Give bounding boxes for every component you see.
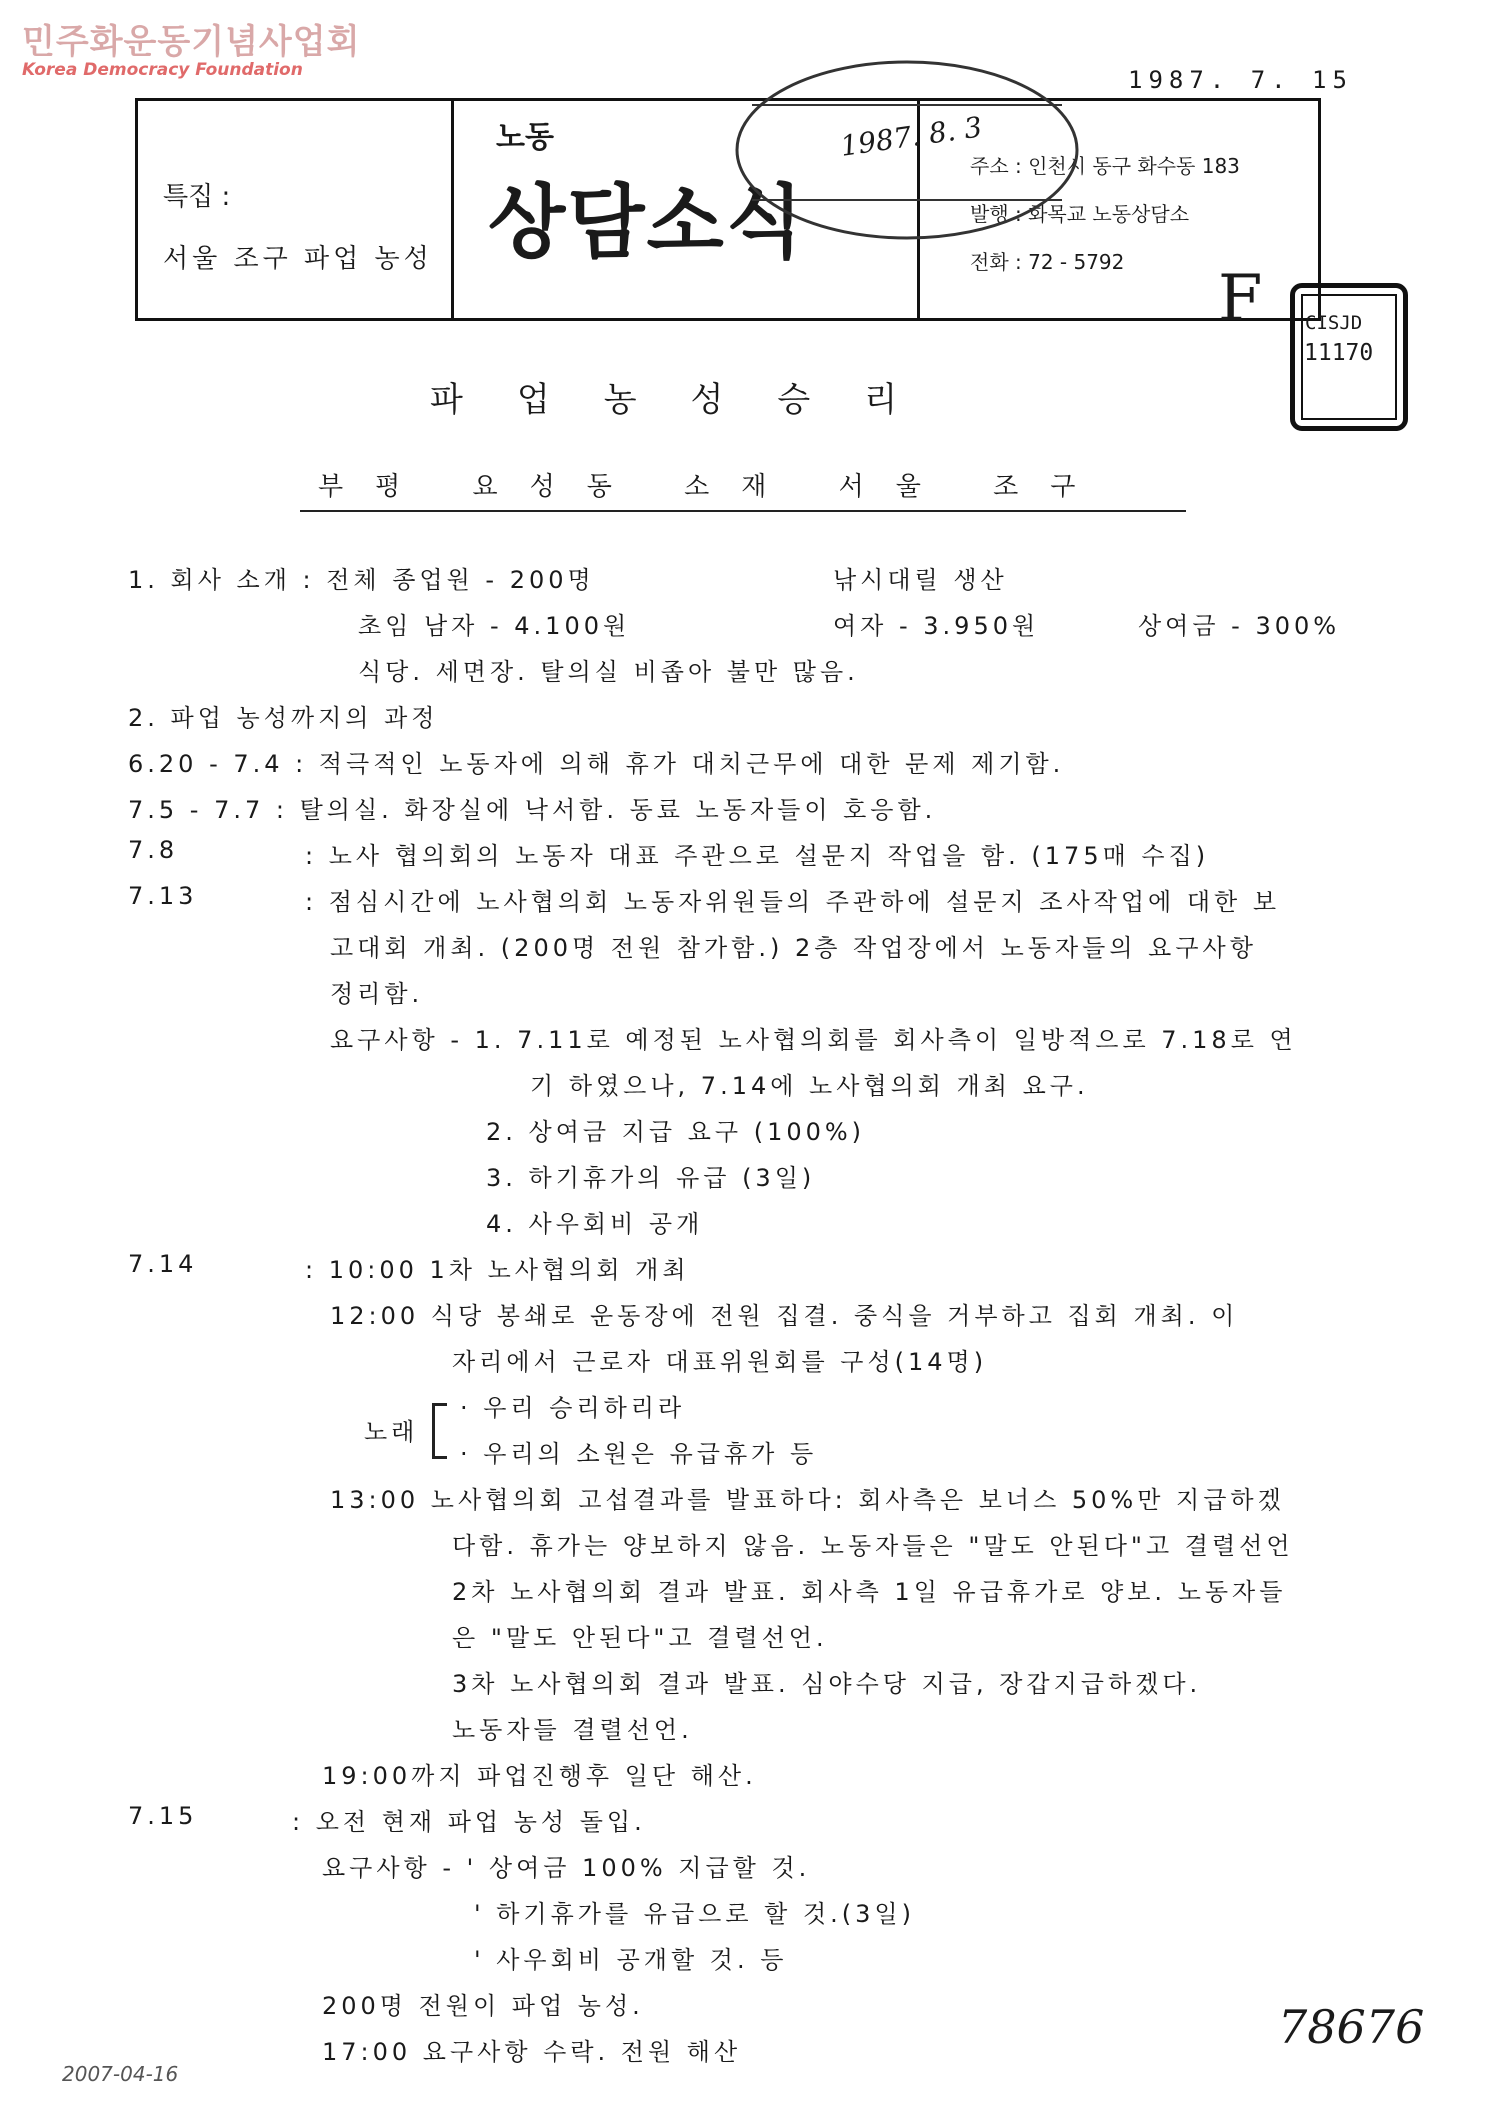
publication-name: 상담소식 [488, 175, 806, 269]
body-line: ' 사우회비 공개할 것. 등 [474, 1946, 788, 1974]
body-line: ' 하기휴가를 유급으로 할 것.(3일) [474, 1900, 915, 1928]
body-line: 다함. 휴가는 양보하지 않음. 노동자들은 "말도 안된다"고 결렬선언 [452, 1532, 1294, 1560]
body-line: 7.14 [128, 1250, 198, 1278]
body-line: 200명 전원이 파업 농성. [322, 1992, 644, 2020]
publisher-name: 발행 : 화목교 노동상담소 [970, 202, 1190, 226]
body-line: 기 하였으나, 7.14에 노사협의회 개최 요구. [530, 1072, 1089, 1100]
body-line: 7.13 [128, 882, 198, 910]
body-line: 1. 회사 소개 : 전체 종업원 - 200명 [128, 566, 595, 594]
body-line: 노동자들 결렬선언. [452, 1716, 693, 1744]
publisher-phone: 전화 : 72 - 5792 [970, 250, 1125, 274]
subtitle-underline [300, 510, 1186, 512]
handwritten-note: 2007-04-16 [62, 2062, 179, 2086]
handwritten-mark: F [1218, 262, 1263, 336]
stamp-handwritten-date: 1987. 8. 3 [838, 110, 985, 163]
article-subtitle: 부평 요성동 소재 서울 조구 [318, 472, 1108, 502]
body-line: 2. 파업 농성까지의 과정 [128, 704, 439, 732]
body-line: 정리함. [330, 980, 424, 1008]
body-line: 6.20 - 7.4 : 적극적인 노동자에 의해 휴가 대치근무에 대한 문제 제기함. [128, 750, 1065, 778]
song-bracket [432, 1403, 447, 1459]
body-line: 요구사항 - ' 상여금 100% 지급할 것. [322, 1854, 811, 1882]
body-line: · 우리의 소원은 유급휴가 등 [460, 1440, 818, 1468]
archive-number: 11170 [1304, 340, 1374, 366]
body-line: 낚시대릴 생산 [833, 566, 1008, 594]
body-line: 초임 남자 - 4.100원 [358, 612, 631, 640]
body-line: : 오전 현재 파업 농성 돌입. [292, 1808, 646, 1836]
masthead-divider [451, 98, 454, 321]
body-line: 7.8 [128, 836, 179, 864]
body-line: 요구사항 - 1. 7.11로 예정된 노사협의회를 회사측이 일방적으로 7.18로 연 [330, 1026, 1297, 1054]
body-line: 12:00 식당 봉쇄로 운동장에 전원 집결. 중식을 거부하고 집회 개최. 이 [330, 1302, 1239, 1330]
body-line: 2. 상여금 지급 요구 (100%) [486, 1118, 866, 1146]
document-number: 78676 [1278, 2000, 1425, 2054]
body-line: : 점심시간에 노사협의회 노동자위원들의 주관하에 설문지 조사작업에 대한 보 [305, 888, 1281, 916]
body-line: 4. 사우회비 공개 [486, 1210, 704, 1238]
publisher-address: 주소 : 인천시 동구 화수동 183 [970, 154, 1240, 178]
article-title: 파업농성승리 [430, 380, 952, 420]
body-line: 7.5 - 7.7 : 탈의실. 화장실에 낙서함. 동료 노동자들이 호응함. [128, 796, 937, 824]
watermark-english: Korea Democracy Foundation [22, 60, 303, 80]
publication-category: 노동 [496, 120, 554, 155]
receipt-stamp [722, 50, 1082, 260]
body-line: 여자 - 3.950원 [833, 612, 1040, 640]
body-line: 3차 노사협의회 결과 발표. 심야수당 지급, 장갑지급하겠다. [452, 1670, 1202, 1698]
document-date: 1987. 7. 15 [1128, 66, 1353, 94]
body-line: 자리에서 근로자 대표위원회를 구성(14명) [452, 1348, 988, 1376]
body-line: : 노사 협의회의 노동자 대표 주관으로 설문지 작업을 함. (175매 수집) [305, 842, 1210, 870]
special-issue-label: 특집 : [163, 182, 231, 212]
body-line: · 우리 승리하리라 [460, 1394, 686, 1422]
body-line: 식당. 세면장. 탈의실 비좁아 불만 많음. [358, 658, 859, 686]
body-line: 상여금 - 300% [1138, 612, 1341, 640]
body-line: 3. 하기휴가의 유급 (3일) [486, 1164, 816, 1192]
body-line: 2차 노사협의회 결과 발표. 회사측 1일 유급휴가로 양보. 노동자들 [452, 1578, 1287, 1606]
body-line: 7.15 [128, 1802, 198, 1830]
body-line: 노래 [364, 1418, 419, 1446]
archive-code: CISJD [1305, 312, 1363, 334]
body-line: : 10:00 1차 노사협의회 개최 [305, 1256, 690, 1284]
body-line: 은 "말도 안된다"고 결렬선언. [452, 1624, 828, 1652]
special-issue-title: 서울 조구 파업 농성 [163, 244, 433, 274]
body-line: 19:00까지 파업진행후 일단 해산. [322, 1762, 757, 1790]
body-line: 17:00 요구사항 수락. 전원 해산 [322, 2038, 742, 2066]
body-line: 고대회 개최. (200명 전원 참가함.) 2층 작업장에서 노동자들의 요구사항 [330, 934, 1257, 962]
body-line: 13:00 노사협의회 고섭결과를 발표하다: 회사측은 보너스 50%만 지급하겠 [330, 1486, 1285, 1514]
watermark-korean: 민주화운동기념사업회 [22, 22, 361, 62]
